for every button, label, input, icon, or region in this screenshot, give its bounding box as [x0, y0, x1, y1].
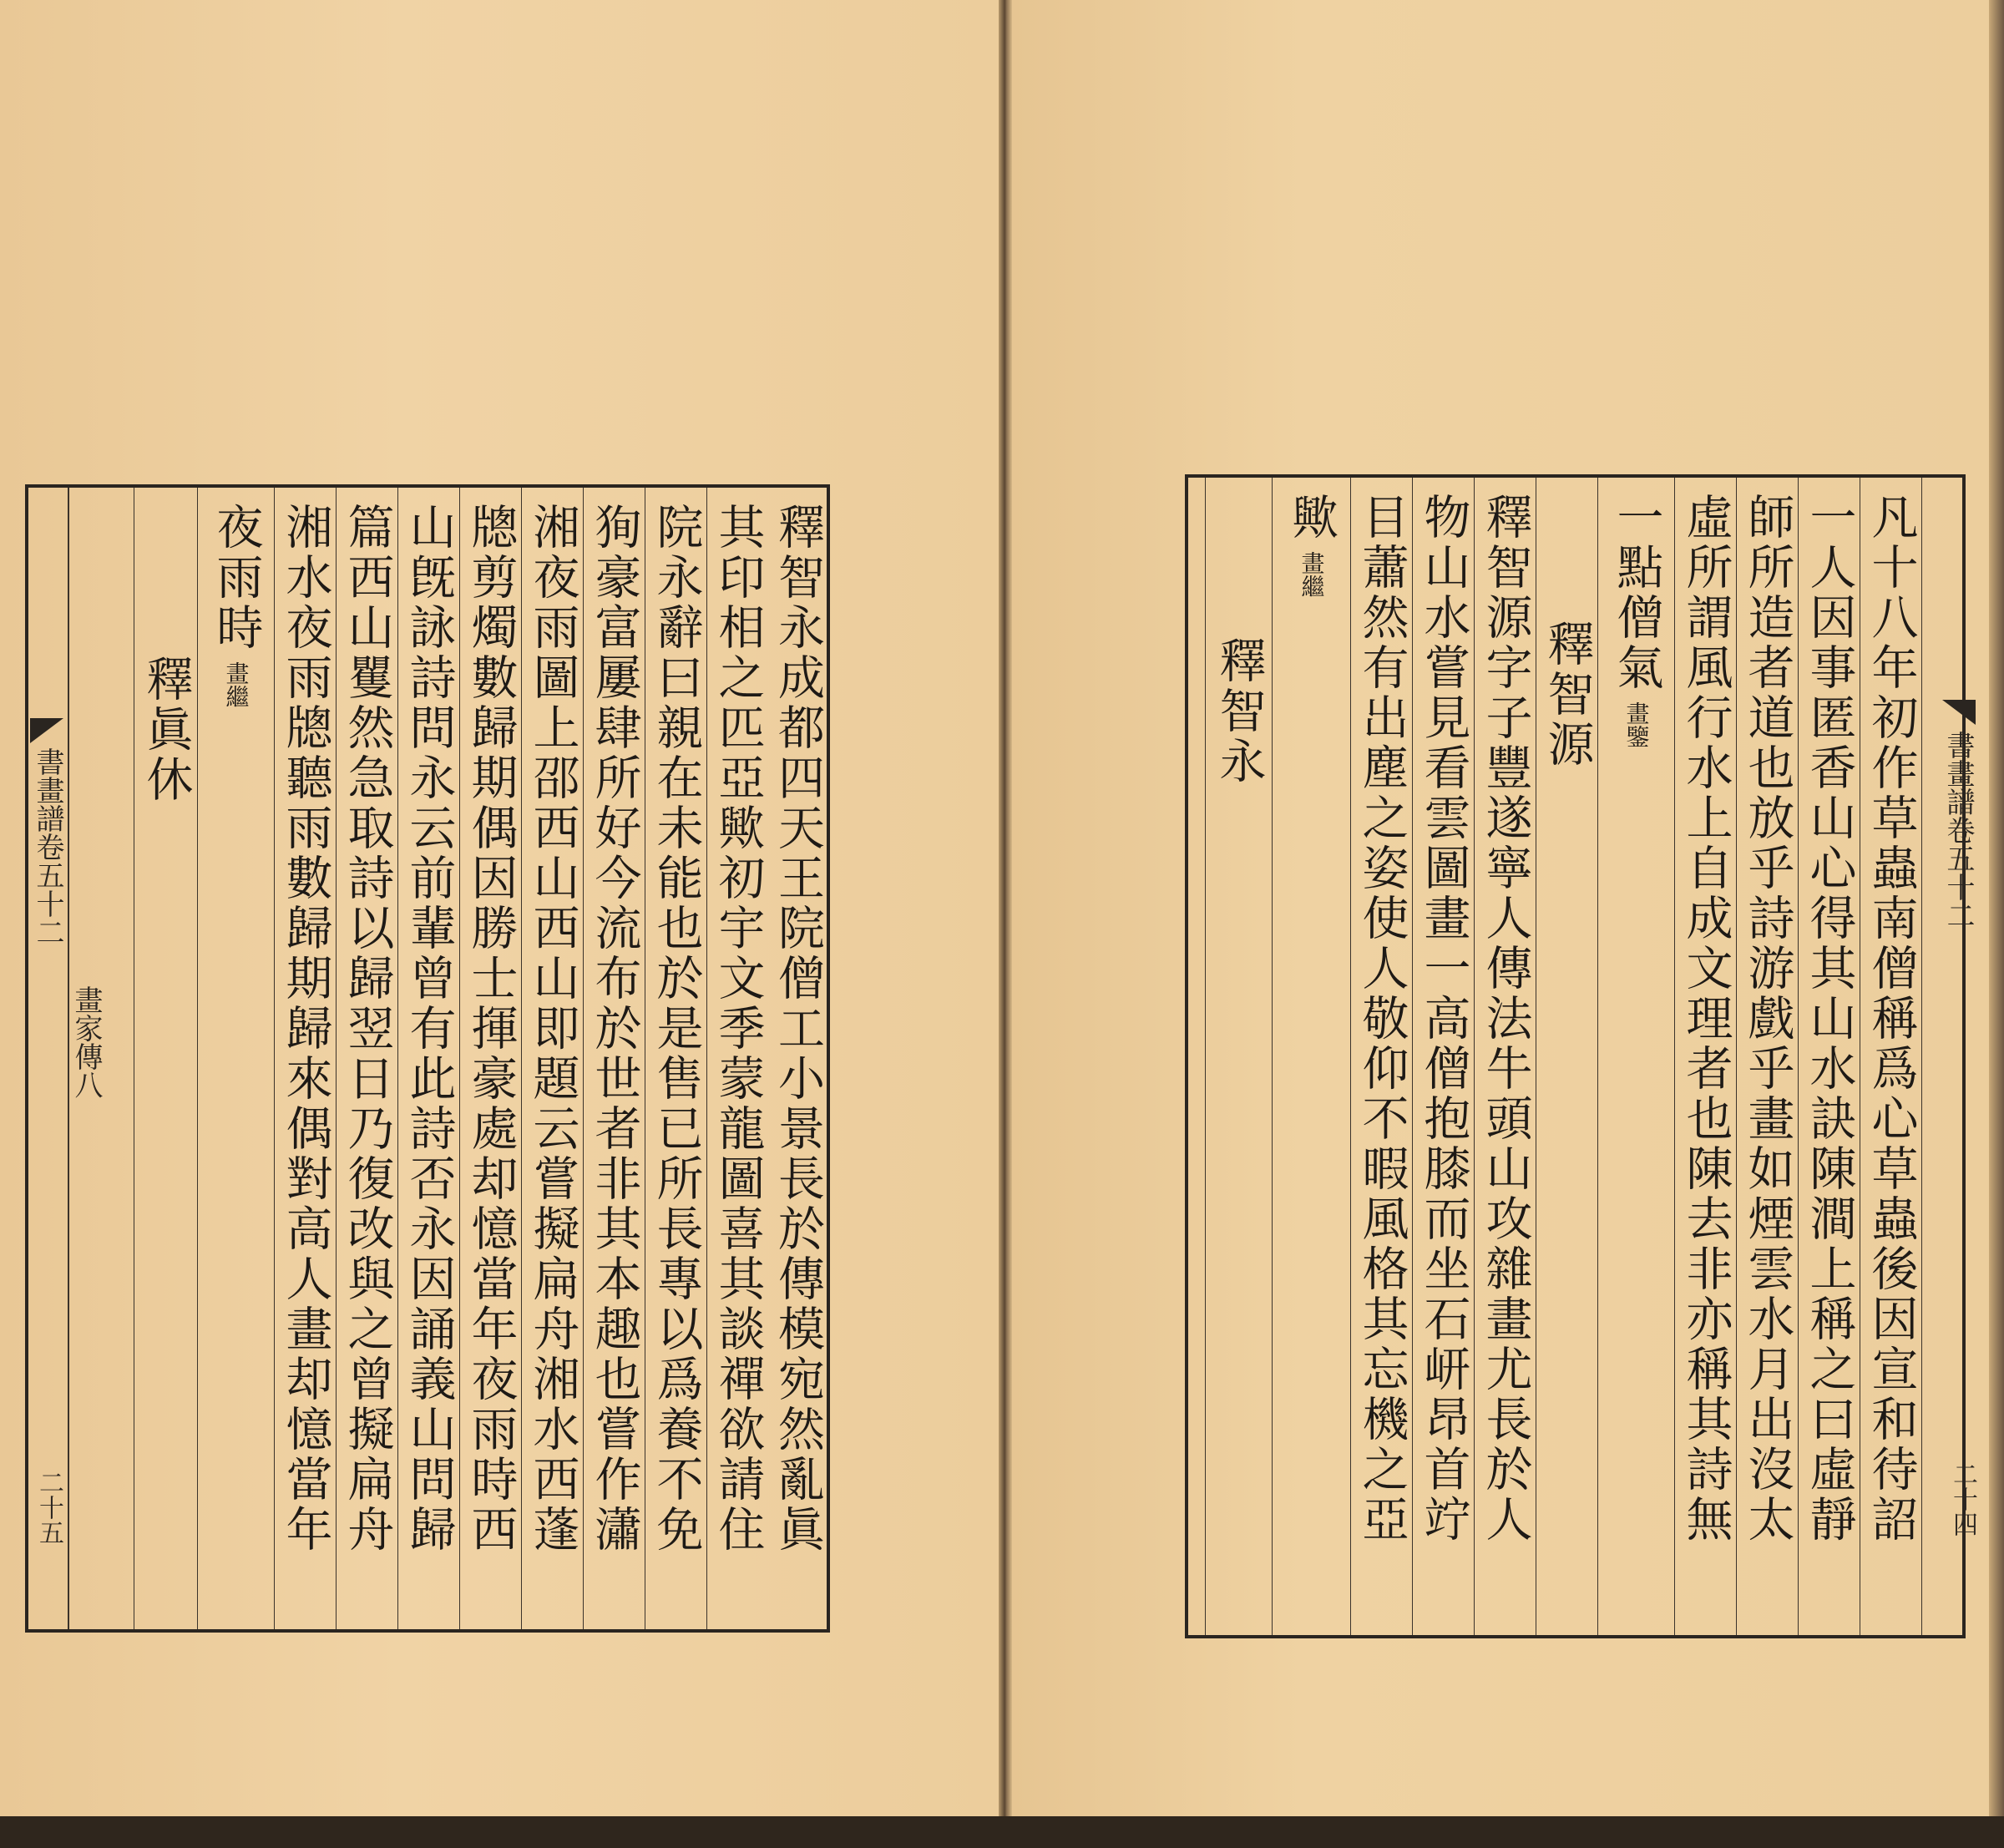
margin-title: 書畫譜卷五十二 [1941, 731, 1975, 929]
text-column: 夜雨時 畫繼 [197, 488, 274, 1629]
text-column: 其印相之匹亞歟初宇文季蒙龍圖喜其談禪欲請住 [706, 488, 768, 1629]
left-text-frame [25, 484, 830, 1633]
fishtail-mark [1942, 700, 1976, 725]
text-column: 物山水嘗見看雲圖畫一高僧抱膝而坐石岍昂首竚 [1412, 478, 1474, 1635]
text-column: 釋智永 [1205, 478, 1272, 1635]
text-column: 篇西山矍然急取詩以歸翌日乃復改與之曾擬扁舟 [336, 488, 397, 1629]
text-column: 山旣詠詩問永云前輩曾有此詩否永因誦義山問歸 [397, 488, 459, 1629]
background-strip [0, 1816, 2004, 1848]
text-column: 一人因事匿香山心得其山水訣陳澗上稱之曰虛靜 [1798, 478, 1860, 1635]
margin-edge [28, 488, 68, 1629]
right-text-frame [1185, 474, 1966, 1638]
margin-section: 畫家傳八 [69, 985, 103, 1099]
margin-title: 書畫譜卷五十二 [31, 747, 64, 946]
page-number: 二十四 [1948, 1461, 1977, 1537]
text-column: 狥豪富屢肆所好今流布於世者非其本趣也嘗作瀟 [583, 488, 645, 1629]
fishtail-mark [30, 718, 63, 743]
text-column: 湘水夜雨牕聽雨數歸期歸來偶對高人畫却憶當年 [274, 488, 336, 1629]
text-column: 釋智永成都四天王院僧工小景長於傳模宛然亂眞 [771, 503, 825, 1555]
text-column: 釋智源字子豐遂寧人傳法牛頭山攻雜畫尤長於人 [1474, 478, 1536, 1635]
text-column: 牕剪燭數歸期偶因勝士揮豪處却憶當年夜雨時西 [459, 488, 521, 1629]
text-column: 歟 畫繼 [1272, 478, 1350, 1635]
text-column: 目蕭然有出塵之姿使人敬仰不暇風格其忘機之亞 [1350, 478, 1412, 1635]
text-column: 師所造者道也放乎詩游戲乎畫如煙雲水月出沒太 [1736, 478, 1798, 1635]
page-number: 二十五 [34, 1470, 63, 1545]
text-column: 釋眞休 [134, 488, 197, 1629]
text-column: 釋智源 [1536, 478, 1597, 1635]
page-edge [1989, 0, 2004, 1848]
text-column: 一點僧氣 畫鑒 [1597, 478, 1674, 1635]
text-column: 湘夜雨圖上邵西山西山即題云嘗擬扁舟湘水西蓬 [521, 488, 583, 1629]
book-gutter [999, 0, 1012, 1848]
text-column: 凡十八年初作草蟲南僧稱爲心草蟲後因宣和待詔 [1860, 478, 1921, 1635]
text-column: 虛所謂風行水上自成文理者也陳去非亦稱其詩無 [1674, 478, 1736, 1635]
source-note: 畫繼 [1298, 551, 1326, 598]
source-note: 畫鑒 [1622, 701, 1651, 748]
source-note: 畫繼 [222, 661, 250, 708]
text-column: 院永辭曰親在未能也於是售已所長專以爲養不免 [645, 488, 706, 1629]
